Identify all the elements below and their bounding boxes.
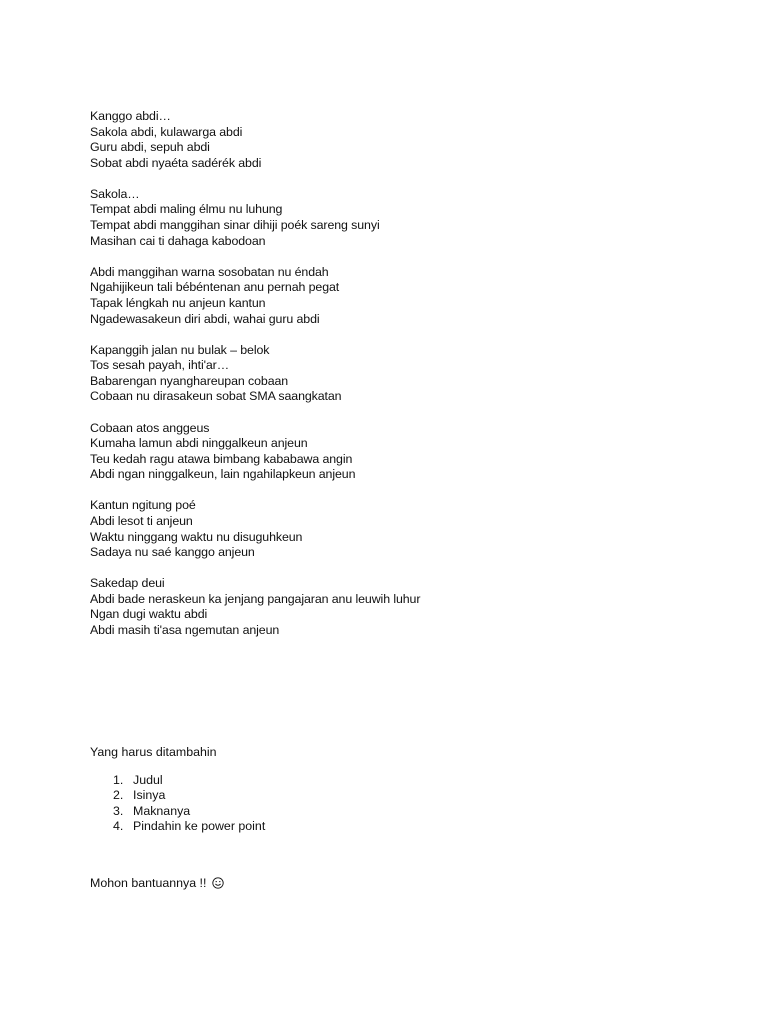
stanza <box>90 576 710 638</box>
notes-list <box>90 773 710 835</box>
poem-line: Tos sesah payah, ihti'ar… <box>90 358 229 373</box>
notes-title: Yang harus ditambahin <box>90 745 217 759</box>
poem-line: Tempat abdi manggihan sinar dihiji poék sareng sunyi <box>90 218 380 233</box>
poem-line: Cobaan atos anggeus <box>90 420 210 435</box>
poem-line: Tempat abdi maling élmu nu luhung <box>90 202 283 217</box>
list-item <box>90 804 710 820</box>
poem <box>90 109 710 654</box>
list-item <box>90 788 710 804</box>
poem-line: Waktu ninggang waktu nu disuguhkeun <box>90 529 303 544</box>
poem-line: Masihan cai ti dahaga kabodoan <box>90 233 266 248</box>
smiley-icon <box>212 877 224 889</box>
poem-line: Sadaya nu saé kanggo anjeun <box>90 545 255 560</box>
stanza <box>90 421 710 483</box>
stanza <box>90 265 710 327</box>
poem-line: Tapak léngkah nu anjeun kantun <box>90 295 266 310</box>
poem-line: Ngahijikeun tali bébéntenan anu pernah pegat <box>90 280 340 295</box>
poem-line: Abdi masih ti'asa ngemutan anjeun <box>90 623 280 638</box>
poem-line: Abdi lesot ti anjeun <box>90 513 193 528</box>
poem-line: Abdi manggihan warna sosobatan nu éndah <box>90 264 329 279</box>
poem-line: Kantun ngitung poé <box>90 498 196 513</box>
poem-line: Abdi ngan ninggalkeun, lain ngahilapkeun anjeun <box>90 467 356 482</box>
closing-line <box>90 876 224 892</box>
poem-line: Kumaha lamun abdi ninggalkeun anjeun <box>90 436 308 451</box>
list-text: Pindahin ke power point <box>133 819 266 834</box>
poem-line: Ngadewasakeun diri abdi, wahai guru abdi <box>90 311 320 326</box>
list-number: 4. <box>113 819 124 834</box>
list-item <box>90 819 710 835</box>
notes-section <box>90 745 710 835</box>
list-number: 1. <box>113 772 124 787</box>
poem-line: Sakedap deui <box>90 576 165 591</box>
list-text: Maknanya <box>133 803 191 818</box>
poem-line: Sakola… <box>90 186 140 201</box>
poem-line: Cobaan nu dirasakeun sobat SMA saangkatan <box>90 389 342 404</box>
stanza <box>90 109 710 171</box>
poem-line: Sobat abdi nyaéta sadérék abdi <box>90 155 262 170</box>
poem-line: Abdi bade neraskeun ka jenjang pangajaran anu leuwih luhur <box>90 591 421 606</box>
poem-line: Kanggo abdi… <box>90 109 171 123</box>
stanza <box>90 498 710 560</box>
list-item <box>90 773 710 789</box>
poem-line: Kapanggih jalan nu bulak – belok <box>90 342 270 357</box>
poem-line: Guru abdi, sepuh abdi <box>90 140 210 155</box>
poem-line: Babarengan nyanghareupan cobaan <box>90 373 289 388</box>
list-text: Judul <box>133 772 163 787</box>
closing-text: Mohon bantuannya !! <box>90 876 210 890</box>
poem-line: Ngan dugi waktu abdi <box>90 607 208 622</box>
stanza <box>90 343 710 405</box>
list-text: Isinya <box>133 788 166 803</box>
poem-line: Sakola abdi, kulawarga abdi <box>90 124 243 139</box>
stanza <box>90 187 710 249</box>
poem-line: Teu kedah ragu atawa bimbang kababawa angin <box>90 451 353 466</box>
list-number: 3. <box>113 803 124 818</box>
list-number: 2. <box>113 788 124 803</box>
